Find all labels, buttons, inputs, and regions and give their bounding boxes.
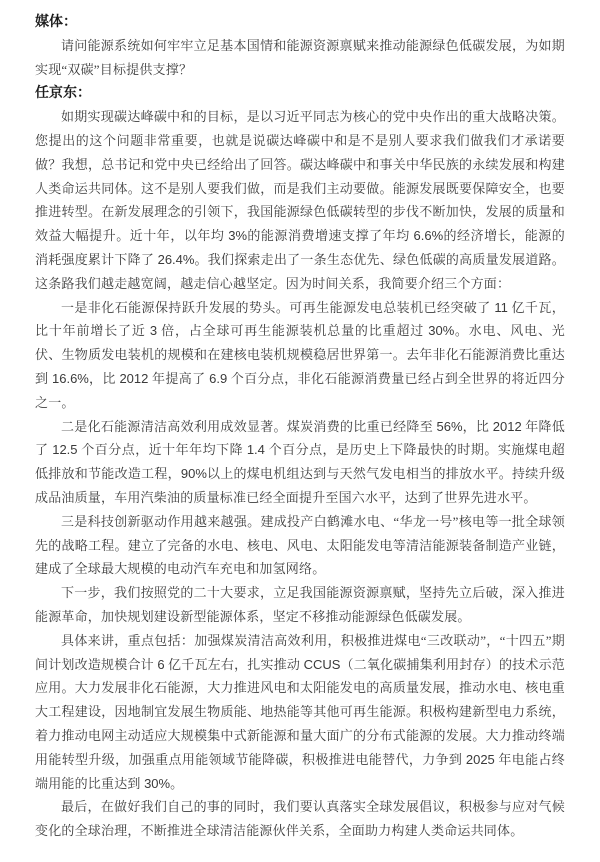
answer-paragraph-specifics: 具体来讲，重点包括：加强煤炭清洁高效利用，积极推进煤电“三改联动”，“十四五”期间计划改造规模合计 6 亿千瓦左右，扎实推动 CCUS（二氧化碳捕集利用封存）的技术示范应用。大力发展非化石能源，大力推进风电和太阳能发电的高质量发展，推动水电、核电重大工程建设，因地制宜发展生物质能、地热能等其他可再生能源。积极构建新型电力系统，着力推动电网主动适应大规模集中式新能源和量大面广的分布式能源的发展。大力推动终端用能转型升级，加强重点用能领域节能降碳，积极推进电能替代，力争到 2025 年电能占终端用能的比重达到 30%。 [35, 632, 565, 791]
answer-paragraph-next-steps: 下一步，我们按照党的二十大要求，立足我国能源资源禀赋，坚持先立后破，深入推进能源革命，加快规划建设新型能源体系，坚定不移推动能源绿色低碳发展。 [35, 585, 565, 624]
answer-paragraph-point-2: 二是化石能源清洁高效利用成效显著。煤炭消费的比重已经降至 56%，比 2012 年降低了 12.5 个百分点，近十年年均下降 1.4 个百分点，是历史上下降最快的时期。实施煤电超低排放和节能改造工程，90%以上的煤电机组达到与天然气发电相当的排放水平。持续升级成品油质量，车用汽柴油的质量标准已经全面提升至国六水平，达到了世界先进水平。 [35, 418, 565, 505]
answer-paragraph-point-1: 一是非化石能源保持跃升发展的势头。可再生能源发电总装机已经突破了 11 亿千瓦，比十年前增长了近 3 倍，占全球可再生能源装机总量的比重超过 30%。水电、风电、光伏、生物质发电装机的规模和在建核电装机规模稳居世界第一。去年非化石能源消费比重达到 16.6%，比 2012 年提高了 6.9 个百分点，非化石能源消费量已经占到全世界的将近四分之一。 [35, 299, 565, 410]
speaker-label-ren-jingdong: 任京东： [35, 84, 91, 101]
answer-paragraph-closing: 最后，在做好我们自己的事的同时，我们要认真落实全球发展倡议，积极参与应对气候变化的全球治理，不断推进全球清洁能源伙伴关系，全面助力构建人类命运共同体。 [35, 799, 565, 839]
answer-paragraph-point-3: 三是科技创新驱动作用越来越强。建成投产白鹤滩水电、“华龙一号”核电等一批全球领先的战略工程。建立了完备的水电、核电、风电、太阳能发电等清洁能源装备制造产业链，建成了全球最大规模的电动汽车充电和加氢网络。 [35, 513, 565, 577]
media-question-paragraph: 请问能源系统如何牢牢立足基本国情和能源资源禀赋来推动能源绿色低碳发展，为如期实现“双碳”目标提供支撑？ [35, 37, 565, 77]
speaker-label-media: 媒体： [35, 13, 77, 29]
answer-paragraph-intro: 如期实现碳达峰碳中和的目标，是以习近平同志为核心的党中央作出的重大战略决策。您提出的这个问题非常重要，也就是说碳达峰碳中和是不是别人要求我们做我们才承诺要做？我想，总书记和党中央已经给出了回答。碳达峰碳中和事关中华民族的永续发展和构建人类命运共同体。这不是别人要我们做，而是我们主动要做。能源发展既要保障安全，也要推进转型。在新发展理念的引领下，我国能源绿色低碳转型的步伐不断加快，发展的质量和效益大幅提升。近十年，以年均 3%的能源消费增速支撑了年均 6.6%的经济增长，能源的消耗强度累计下降了 26.4%。我们探索走出了一条生态优先、绿色低碳的高质量发展道路。这条路我们越走越宽阔，越走信心越坚定。因为时间关系，我简要介绍三个方面： [35, 109, 565, 291]
